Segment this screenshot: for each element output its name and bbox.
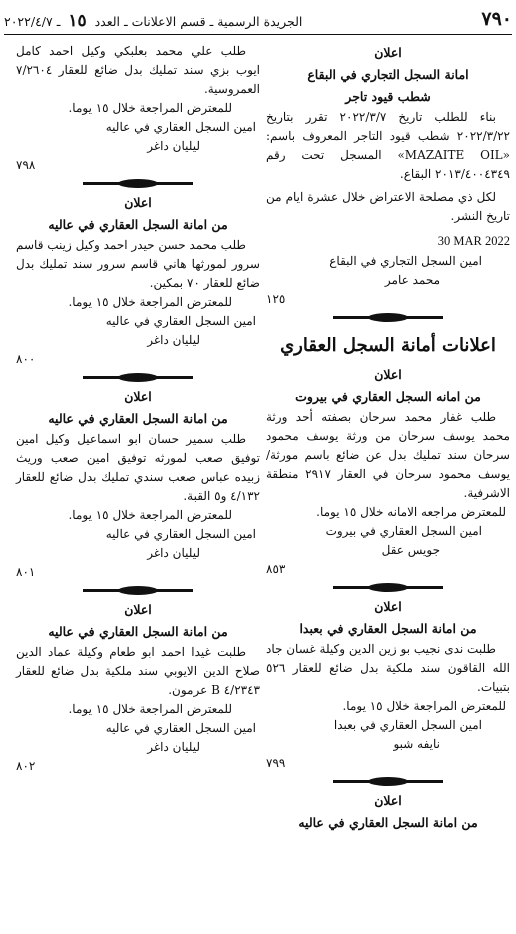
official-name: محمد عامر: [384, 273, 440, 287]
notice-authority: من امانه السجل العقاري في بيروت: [295, 389, 481, 404]
notice-aley-2343: [16, 599, 260, 775]
page-number: ٧٩٠: [481, 8, 512, 30]
notice-separator: [16, 176, 260, 190]
section-title: اعلانات أمانة السجل العقاري: [280, 335, 496, 356]
notice-objection: للمعترض المراجعة خلال ١٥ يوما.: [68, 295, 232, 309]
notice-subject: شطب قيود تاجر: [345, 89, 431, 104]
notice-number: ٨٠١: [16, 565, 36, 579]
official-name: ليليان داغر: [147, 546, 200, 560]
notice-authority: من امانة السجل العقاري في بعبدا: [299, 621, 477, 636]
issue-number: ١٥: [68, 11, 87, 31]
header-rule: [4, 34, 512, 35]
left-column: [16, 42, 260, 775]
notice-objection: لكل ذي مصلحة الاعتراض خلال عشرة ايام من تاريخ النشر.: [266, 190, 510, 223]
notice-heading: اعلان: [374, 599, 402, 614]
page-header: [4, 8, 512, 34]
notice-number: ٧٩٩: [266, 756, 286, 770]
official-title: امين السجل العقاري في عاليه: [105, 721, 256, 735]
header-title: [4, 11, 302, 31]
section-separator: [266, 310, 510, 324]
notice-separator: [16, 370, 260, 384]
official-name: ليليان داغر: [147, 740, 200, 754]
notice-separator: [266, 774, 510, 788]
notice-heading: اعلان: [374, 45, 402, 60]
notice-body: طلب علي محمد بعلبكي وكيل احمد كامل ايوب بزي سند تمليك بدل ضائع للعقار ٧/٢٦٠٤ العمروسية.: [16, 44, 260, 96]
right-column: [266, 42, 510, 834]
notice-authority: من امانة السجل العقاري في عاليه: [298, 815, 478, 830]
notice-authority: من امانة السجل العقاري في عاليه: [48, 624, 228, 639]
notice-separator: [16, 583, 260, 597]
notice-body: طلبت ندى نجيب بو زين الدين وكيلة غسان جاد الله القاقون سند ملكية بدل ضائع للعقار ٥٢٦ بتبيات.: [266, 642, 510, 694]
notice-body: بناء للطلب تاريخ ٢٠٢٢/٣/٧ تقرر بتاريخ ٢٠٢٢/٣/٢٢ شطب قيود التاجر المعروف باسم: «MAZAITE OIL» المسجل تحت رقم ٢٠١٣/٤٠٠٤٣٤٩ البقاع.: [266, 110, 510, 181]
notice-body: طلب سمير حسان ابو اسماعيل وكيل امين توفيق صعب لمورثه توفيق امين صعب وريث زبيده عباس صعب سندي تمليك بدل ضائع للعقار ٤/١٣٢ و٥ القبة.: [16, 432, 260, 503]
notice-baabda: [266, 596, 510, 772]
journal-part: الجريدة الرسمية ـ قسم الاعلانات ـ العدد: [94, 14, 303, 29]
notice-number: ١٢٥: [266, 292, 286, 306]
notice-aley-continued: [16, 42, 260, 174]
notice-separator: [266, 580, 510, 594]
notice-authority: من امانة السجل العقاري في عاليه: [48, 411, 228, 426]
notice-heading: اعلان: [374, 793, 402, 808]
notice-authority: من امانة السجل العقاري في عاليه: [48, 217, 228, 232]
official-title: امين السجل العقاري في عاليه: [105, 120, 256, 134]
notice-heading: اعلان: [124, 195, 152, 210]
notice-objection: للمعترض المراجعة خلال ١٥ يوما.: [68, 702, 232, 716]
official-title: امين السجل العقاري في عاليه: [105, 527, 256, 541]
notice-aley-start: [266, 790, 510, 834]
issue-date: ـ ٢٠٢٢/٤/٧: [4, 14, 61, 29]
notice-commercial-bekaa: [266, 42, 510, 308]
notice-objection: للمعترض المراجعة خلال ١٥ يوما.: [342, 699, 506, 713]
official-title: امين السجل التجاري في البقاع: [329, 254, 482, 268]
notice-number: ٨٠٢: [16, 759, 36, 773]
notice-objection: للمعترض المراجعة خلال ١٥ يوما.: [68, 101, 232, 115]
official-title: امين السجل العقاري في بعبدا: [333, 718, 482, 732]
notice-authority: امانة السجل التجاري في البقاع: [307, 67, 469, 82]
date-stamp: 30 MAR 2022: [437, 234, 510, 248]
notice-beirut: [266, 364, 510, 578]
notice-body: طلبت غيدا احمد ابو طعام وكيلة عماد الدين صلاح الدين الايوبي سند ملكية بدل ضائع للعقار ٤/٢٣٤٣ B عرمون.: [16, 645, 260, 697]
official-name: ليليان داغر: [147, 333, 200, 347]
official-name: جويس عقل: [381, 543, 440, 557]
notice-aley-70: [16, 192, 260, 368]
notice-number: ٧٩٨: [16, 158, 36, 172]
notice-number: ٨٠٠: [16, 352, 36, 366]
notice-aley-132: [16, 386, 260, 581]
notice-objection: للمعترض مراجعه الامانه خلال ١٥ يوما.: [316, 505, 506, 519]
notice-heading: اعلان: [124, 602, 152, 617]
notice-heading: اعلان: [124, 389, 152, 404]
official-name: نايفه شبو: [393, 737, 440, 751]
notice-body: طلب محمد حسن حيدر احمد وكيل زينب قاسم سرور لمورثها هاني قاسم سرور سند تمليك بدل ضائع للعقار ٧٠ بمكين.: [16, 238, 260, 290]
official-name: ليليان داغر: [147, 139, 200, 153]
notice-body: طلب غفار محمد سرحان بصفته أحد ورثة محمد يوسف سرحان من ورثة يوسف محمود سرحان سند تمليك بدل عن ضائع باسم مورثة/ يوسف محمود سرحان في العقار ٢٩١٧ منطقة الاشرفية.: [266, 410, 510, 500]
notice-objection: للمعترض المراجعة خلال ١٥ يوما.: [68, 508, 232, 522]
notice-heading: اعلان: [374, 367, 402, 382]
official-title: امين السجل العقاري في بيروت: [325, 524, 482, 538]
notice-number: ٨٥٣: [266, 562, 286, 576]
official-title: امين السجل العقاري في عاليه: [105, 314, 256, 328]
